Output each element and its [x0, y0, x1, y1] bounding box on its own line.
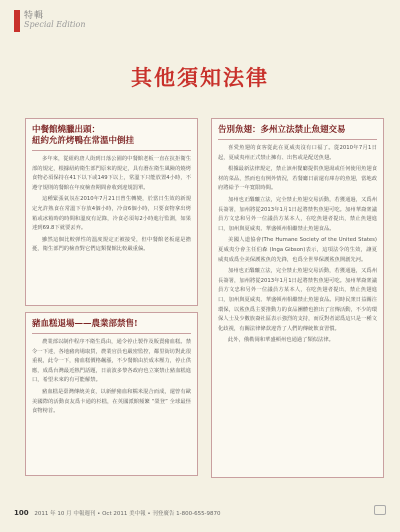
paragraph: 多年來，從紐約唐人街到日落公園的中餐館老板一直在抗拒衛生部的規定，根據紐約衛生部門原來的規定，具有潛在衛生風險的燒烤食物必須保持在41下以下或149下以上，常溫下只能放置4小時，不遵守規則的餐館在年度檢查期間會收到違規罰單。 — [32, 156, 191, 191]
page-number: 100 — [14, 509, 29, 517]
paragraph: 這種緊張氣氛在2010年7月21日曾生轉變，於當日生效的新規定允許熟食在常溫下存放4個小時，冷食6個小時，只要食物拿出烤箱或冰箱時的時間和溫度有記錄，冷食必須每2小時進行監測，如果達到69.8下就要丟弃。 — [32, 196, 191, 232]
article-title-line1: 中餐館燒臘出頭： — [32, 125, 101, 135]
paragraph: 美國人道協會(The Humane Society of the United States) 夏威夷分會主任伯森 (Inga Gibson)表示，這項法令的生效，讓夏威夷成爲全美保護鯊魚的先鋒，也爲全世界保護鯊魚開創先河。 — [218, 237, 377, 263]
section-label-en: Special Edition — [24, 20, 86, 29]
corner-icon — [374, 505, 386, 515]
section-marker — [14, 10, 20, 32]
article-pig-blood-cake — [25, 312, 198, 476]
paragraph: 加州也正醞釀立法，完全禁止魚翅交易活動，若獲通過，又爲州長簽署，加州將從2013年1月1日起將禁售魚翅可吃。加州華裔衆議員方文忠和另外一位議員方某本人，在吃魚翅者提出，禁止魚翅進口，加州與夏威夷、華盛頓州相繼禁止魚翅食品。同時民衆日益關注環保，以鯊魚爲主要推動力的食品團體也推出了宣傳活動，不少的環保人士及少數族裔社區表示強烈的支持，而反對者認爲這只是一種文化歧視，有關法律條款違背了人們的傳統飲食習慣。 — [218, 268, 377, 332]
article-shark-fin — [211, 118, 384, 478]
section-label-zh: 特輯 — [24, 11, 45, 21]
page-footer — [14, 509, 386, 519]
paragraph: 農業部以制作程序不衛生爲由，通令停止製作及販賣豬血糕。禁令一下達，各地豬肉場取貨，農業官員也嚴密監控，鄰里街坊對此很重視，此令一下，豬血糕價格飆漲，不少餐館由於成本壓力，停止供應，成爲台灣最近熱門話題，日前波多黎各政府也立案禁止豬血糕進口，希望未來的有可能解禁。 — [32, 339, 191, 384]
paragraph: 豬血糕是臺灣傳統美食，以新鮮豬血和糯米混合而成，還曾有歐美國際的活動食友爲卡通的杉糕，在英國派館頻繁 “榮登” 全球最怪食物榜首。 — [32, 388, 191, 415]
paragraph: 雖然這個比較弹性的溫度規定正被接受，但中餐館老板還是擔憂，衛生部門的檢查對它們這類餐館比較嚴重偏。 — [32, 236, 191, 253]
paragraph: 此外，俄勒岡和華盛頓州也通過了類似法律。 — [228, 337, 334, 344]
title-divider — [32, 150, 191, 151]
right-column — [211, 118, 384, 478]
article-title: 告別魚翅：多州立法禁止魚翅交易 — [218, 125, 346, 135]
article-title-line2: 紐約允許烤鴨在常溫中倒挂 — [32, 136, 135, 146]
paragraph: 喜愛魚翅的食客從此在夏威夷沒有口福了。從2010年7月1日起，夏威夷州正式禁止擁有、出售或是配送魚翅。 — [218, 145, 377, 161]
page-title: 其他須知法律 — [131, 65, 269, 90]
left-column — [25, 118, 198, 476]
title-divider — [32, 333, 191, 334]
article-title: 豬血糕退場——農業部禁售! — [32, 319, 138, 329]
paragraph: 加州也正醞釀立法，完全禁止魚翅交易活動，若獲通過，又爲州長簽署，加州將從2013年1月1日起將禁售魚翅可吃。加州華裔衆議員方文忠和另外一位議員方某本人，在吃魚翅者提出，禁止魚翅進口，加州與夏威夷、華盛頓州相繼禁止魚翅食品。 — [218, 196, 377, 232]
footer-text: 2011 年 10 月 中報週刊 • Oct 2011 美中報 • 刊登廣告 1-800-655-9870 — [34, 511, 221, 517]
article-roast-duck — [25, 118, 198, 306]
article-title — [32, 125, 191, 147]
title-divider — [218, 139, 377, 140]
section-header — [14, 6, 134, 36]
paragraph: 根據最新法律規定，禁止該州餐廳提供魚翅湯或任何使用魚翅食材的菜品，然而也有例外情況，若餐廳日前還有庫存的魚翅，當地政府將給予一年寬限時間。 — [218, 166, 377, 192]
